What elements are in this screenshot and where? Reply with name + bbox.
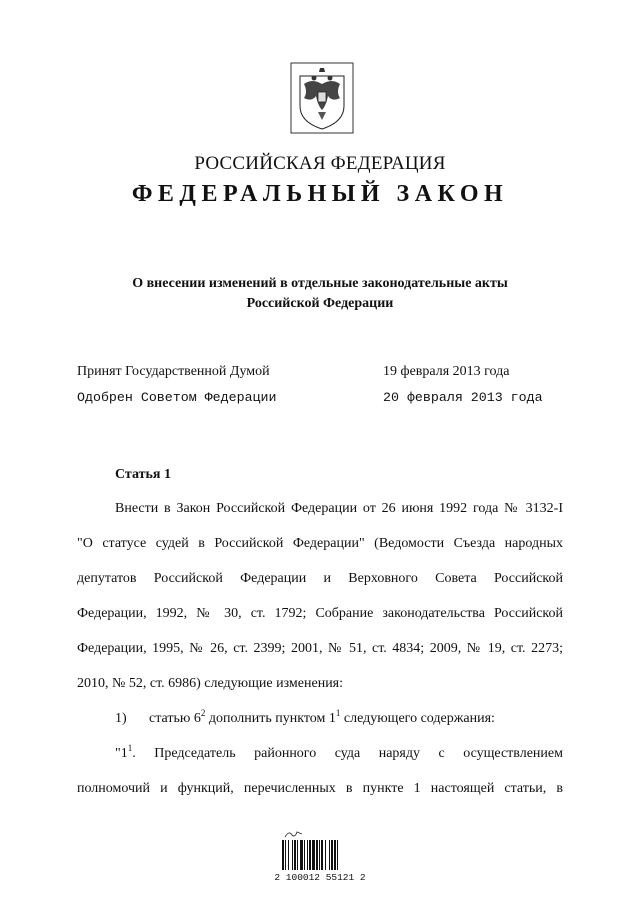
adoption-row-duma: [77, 359, 577, 385]
list-item-number: 1): [115, 711, 127, 726]
barcode-bar: [316, 840, 318, 870]
barcode-bars-icon: [282, 840, 358, 870]
law-title-line-2: Российской Федерации: [246, 296, 394, 311]
adoption-date: 19 февраля 2013 года: [383, 364, 510, 379]
paragraph-line: Федерации, 1992, № 30, ст. 1792; Собрание законодательства Российской: [77, 606, 563, 621]
barcode-bar: [282, 840, 284, 870]
barcode: [268, 833, 372, 883]
adoption-label: Принят Государственной Думой: [77, 364, 270, 379]
barcode-bar: [321, 840, 323, 870]
barcode-bar: [300, 840, 303, 870]
document-type-heading: ФЕДЕРАЛЬНЫЙ ЗАКОН: [131, 181, 509, 207]
paragraph-line: 2010, № 52, ст. 6986) следующие изменения:: [77, 676, 344, 691]
barcode-bar: [319, 840, 320, 870]
article-heading: Статья 1: [115, 467, 171, 482]
adoption-row-council: [77, 385, 577, 411]
adoption-date: 20 февраля 2013 года: [383, 390, 543, 405]
article-body: [77, 499, 563, 814]
coat-of-arms-icon: [290, 62, 354, 134]
law-title: [0, 274, 640, 314]
law-title-line-1: О внесении изменений в отдельные законодательные акты: [132, 276, 508, 291]
barcode-bar: [285, 840, 286, 870]
barcode-bar: [297, 840, 298, 870]
barcode-bar: [294, 840, 296, 870]
paragraph-line: Федерации, 1995, № 26, ст. 2399; 2001, № 51, ст. 4834; 2009, № 19, ст. 2273;: [77, 641, 563, 656]
barcode-bar: [288, 840, 289, 870]
barcode-bar: [304, 840, 305, 870]
barcode-bar: [337, 840, 338, 870]
barcode-number: 2 100012 55121 2: [274, 872, 366, 883]
barcode-bar: [334, 840, 336, 870]
barcode-bar: [309, 840, 311, 870]
country-heading: РОССИЙСКАЯ ФЕДЕРАЦИЯ: [194, 153, 446, 174]
barcode-bar: [331, 840, 333, 870]
barcode-bar: [329, 840, 330, 870]
list-item-1: [77, 709, 563, 744]
quote-line: "$1^1$. Председатель районного суда наряду с осуществлением: [115, 743, 563, 761]
paragraph-line: депутатов Российской Федерации и Верховного Совета Российской: [77, 571, 563, 586]
adoption-label: Одобрен Советом Федерации: [77, 390, 277, 405]
list-item-text: статью $6^2$ дополнить пунктом $1^1$ следующего содержания:: [149, 708, 495, 726]
paragraph-line: Внести в Закон Российской Федерации от 26 июня 1992 года № 3132-I: [115, 501, 563, 516]
paragraph-line: "О статусе судей в Российской Федерации" (Ведомости Съезда народных: [77, 536, 563, 551]
barcode-bar: [325, 840, 326, 870]
barcode-bar: [292, 840, 293, 870]
barcode-bar: [307, 840, 308, 870]
adoption-block: [77, 359, 577, 411]
barcode-bar: [312, 840, 315, 870]
quote-line: полномочий и функций, перечисленных в пункте 1 настоящей статьи, в: [77, 781, 563, 796]
